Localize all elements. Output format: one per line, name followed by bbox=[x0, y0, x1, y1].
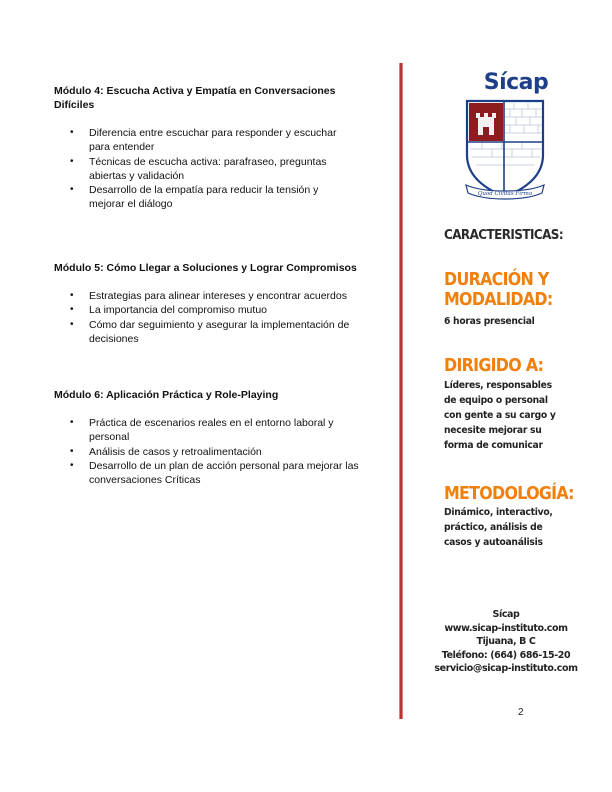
metodologia-heading: METODOLOGÍA: bbox=[444, 483, 574, 504]
module-title: Módulo 5: Cómo Llegar a Soluciones y Lograr Compromisos bbox=[54, 262, 357, 274]
list-item: • Cómo dar seguimiento y asegurar la implementación de decisiones bbox=[70, 318, 350, 345]
bullet-icon: • bbox=[70, 127, 74, 138]
bullet-icon: • bbox=[70, 318, 74, 330]
module-6 bbox=[54, 388, 374, 487]
bullet-icon: • bbox=[70, 184, 74, 196]
bullet-icon: • bbox=[70, 155, 74, 167]
list-item: • Desarrollo de la empatía para reducir la tensión y mejorar el diálogo bbox=[70, 184, 319, 211]
list-item: • Diferencia entre escuchar para responder y escuchar para entender bbox=[70, 127, 337, 154]
bullet-icon: • bbox=[70, 459, 74, 471]
module-title: Módulo 6: Aplicación Práctica y Role-Playing bbox=[54, 389, 279, 401]
bullet-icon: • bbox=[70, 304, 74, 316]
duracion-heading: DURACIÓN Y MODALIDAD: bbox=[444, 269, 553, 310]
module-5 bbox=[54, 261, 374, 346]
list-item: • Estrategias para alinear intereses y encontrar acuerdos bbox=[70, 290, 347, 302]
contact-email: servicio@sicap-instituto.com bbox=[434, 663, 578, 674]
list-item: • Práctica de escenarios reales en el entorno laboral y personal bbox=[70, 417, 334, 444]
dirigido-heading: DIRIGIDO A: bbox=[444, 355, 544, 376]
caracteristicas-heading: CARACTERISTICAS: bbox=[444, 228, 564, 243]
module-4 bbox=[54, 84, 354, 212]
dirigido-text: Líderes, responsables de equipo o personal con gente a su cargo y necesite mejorar su forma de comunicar bbox=[444, 380, 556, 451]
list-item: • La importancia del compromiso mutuo bbox=[70, 304, 267, 317]
bullet-icon: • bbox=[70, 290, 74, 301]
contact-website: www.sicap-instituto.com bbox=[444, 622, 568, 634]
shield-logo-icon bbox=[462, 97, 548, 207]
list-item: • Análisis de casos y retroalimentación bbox=[70, 445, 262, 458]
column-divider bbox=[399, 63, 403, 719]
list-item: • Desarrollo de un plan de acción personal para mejorar las conversaciones Críticas bbox=[70, 459, 359, 487]
logo-wordmark: Sícap bbox=[483, 70, 549, 95]
module-bullet-list bbox=[54, 289, 374, 346]
module-title: Módulo 4: Escucha Activa y Empatía en Conversaciones Difíciles bbox=[54, 85, 336, 111]
contact-name: Sícap bbox=[492, 609, 520, 620]
metodologia-text: Dinámico, interactivo, práctico, análisis de casos y autoanálisis bbox=[444, 507, 553, 548]
contact-block bbox=[430, 608, 582, 676]
module-bullet-list bbox=[54, 416, 374, 487]
page-number: 2 bbox=[518, 707, 524, 718]
list-item: • Técnicas de escucha activa: parafraseo, preguntas abiertas y validación bbox=[70, 155, 327, 182]
contact-phone: Teléfono: (664) 686-15-20 bbox=[441, 649, 571, 661]
duracion-text: 6 horas presencial bbox=[444, 316, 535, 327]
module-bullet-list bbox=[54, 126, 354, 212]
contact-city: Tijuana, B C bbox=[476, 636, 536, 647]
bullet-icon: • bbox=[70, 445, 74, 457]
bullet-icon: • bbox=[70, 417, 74, 428]
logo-motto: Quod Civitas Firma bbox=[477, 191, 533, 197]
